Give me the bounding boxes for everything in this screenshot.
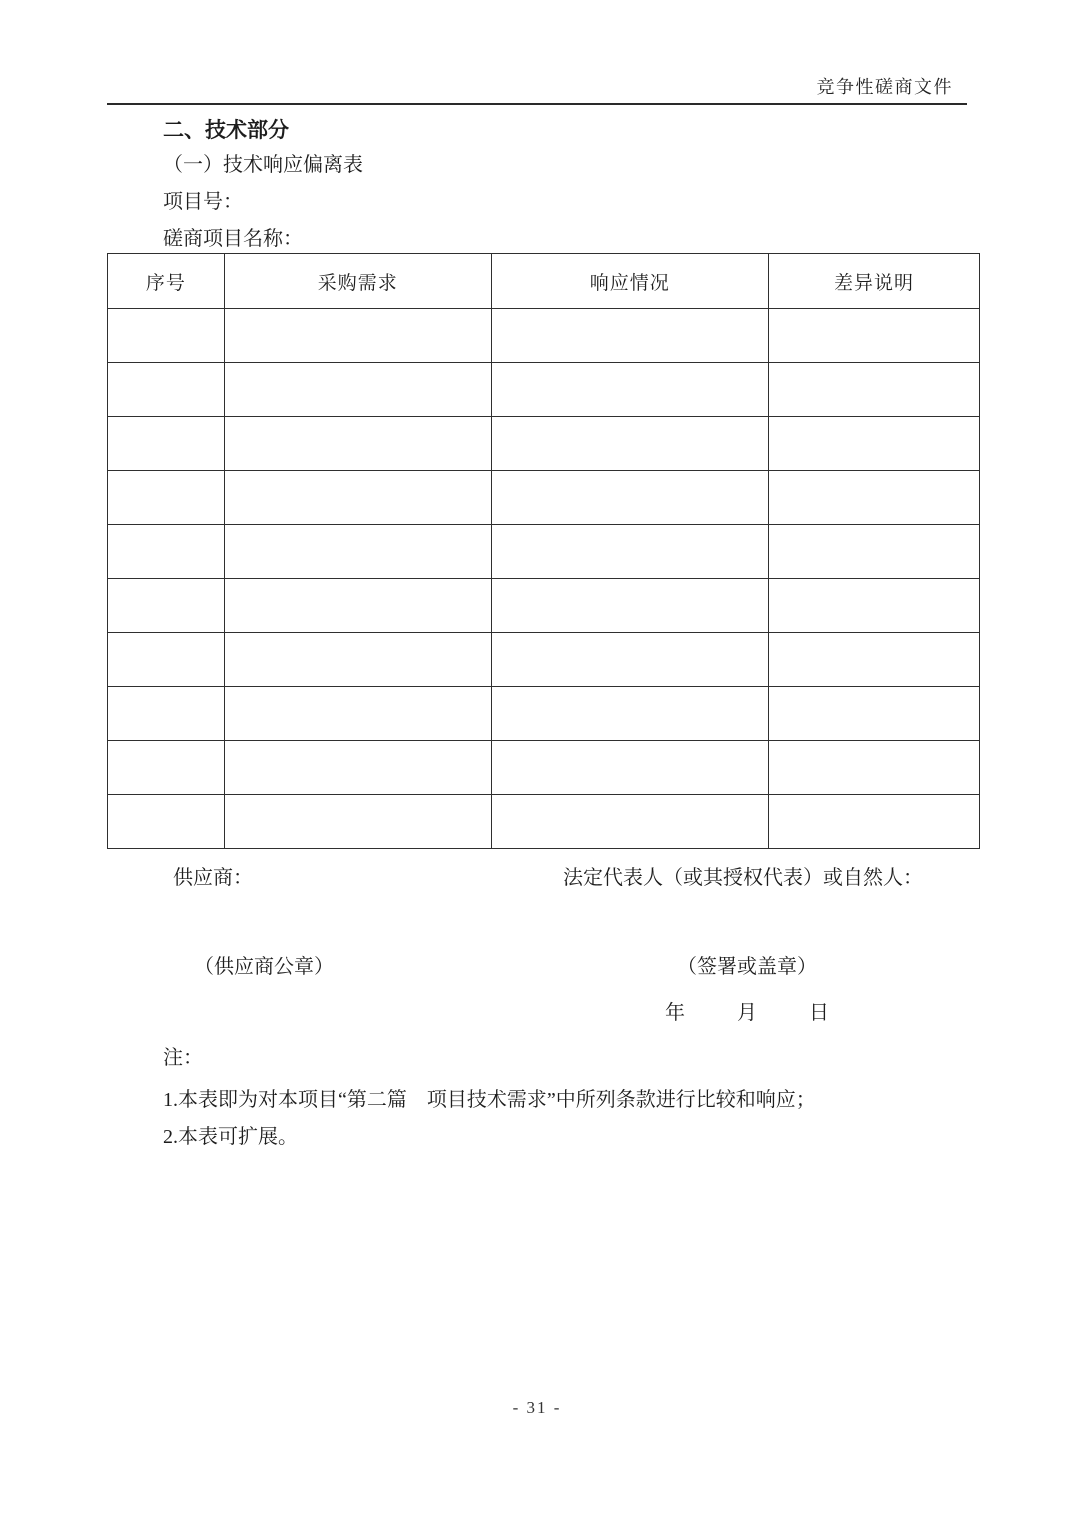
date-month-label: 月 bbox=[737, 1002, 757, 1024]
supplier-label: 供应商： bbox=[173, 867, 253, 889]
date-year-label: 年 bbox=[665, 1002, 685, 1024]
table-header bbox=[108, 254, 980, 309]
table-cell-empty bbox=[224, 309, 491, 363]
col-header-req: 采购需求 bbox=[224, 254, 491, 309]
table-row bbox=[108, 687, 980, 741]
signature-row bbox=[107, 866, 967, 890]
table-cell-empty bbox=[108, 795, 225, 849]
table-row bbox=[108, 417, 980, 471]
supplier-seal-label: （供应商公章） bbox=[194, 956, 334, 978]
note-item: 2.本表可扩展。 bbox=[163, 1126, 298, 1148]
table-cell-empty bbox=[491, 471, 768, 525]
table-cell-empty bbox=[108, 579, 225, 633]
table-cell-empty bbox=[491, 795, 768, 849]
table-cell-empty bbox=[108, 471, 225, 525]
table-cell-empty bbox=[768, 471, 979, 525]
table-cell-empty bbox=[224, 417, 491, 471]
sign-seal-label: （签署或盖章） bbox=[677, 956, 817, 978]
col-header-diff: 差异说明 bbox=[768, 254, 979, 309]
table-cell-empty bbox=[768, 687, 979, 741]
representative-label: 法定代表人（或其授权代表）或自然人： bbox=[563, 867, 923, 889]
col-header-resp: 响应情况 bbox=[491, 254, 768, 309]
table-row bbox=[108, 525, 980, 579]
table-cell-empty bbox=[768, 525, 979, 579]
table-cell-empty bbox=[491, 687, 768, 741]
section-title: 二、技术部分 bbox=[163, 118, 289, 142]
notes-title: 注： bbox=[163, 1047, 203, 1069]
table-cell-empty bbox=[768, 579, 979, 633]
table-cell-empty bbox=[108, 525, 225, 579]
seal-row bbox=[107, 955, 967, 979]
table-cell-empty bbox=[224, 687, 491, 741]
table-cell-empty bbox=[224, 633, 491, 687]
table-row bbox=[108, 633, 980, 687]
date-day-label: 日 bbox=[809, 1002, 829, 1024]
table-row bbox=[108, 795, 980, 849]
table-cell-empty bbox=[108, 633, 225, 687]
section-subtitle: （一）技术响应偏离表 bbox=[163, 154, 363, 176]
table-cell-empty bbox=[224, 579, 491, 633]
table-cell-empty bbox=[491, 633, 768, 687]
table-cell-empty bbox=[768, 741, 979, 795]
table-cell-empty bbox=[491, 525, 768, 579]
date-line bbox=[665, 1001, 829, 1025]
table-row bbox=[108, 363, 980, 417]
document-header-title: 竞争性磋商文件 bbox=[816, 77, 953, 97]
page-number: - 31 - bbox=[512, 1398, 562, 1417]
table-cell-empty bbox=[491, 741, 768, 795]
table-cell-empty bbox=[224, 741, 491, 795]
note-item: 1.本表即为对本项目“第二篇 项目技术需求”中所列条款进行比较和响应； bbox=[163, 1089, 816, 1111]
table-cell-empty bbox=[491, 579, 768, 633]
table-header-row bbox=[108, 254, 980, 309]
table-cell-empty bbox=[491, 309, 768, 363]
table-cell-empty bbox=[108, 309, 225, 363]
deviation-table bbox=[107, 253, 980, 849]
table-cell-empty bbox=[768, 633, 979, 687]
table-cell-empty bbox=[768, 795, 979, 849]
table-cell-empty bbox=[768, 363, 979, 417]
table-row bbox=[108, 579, 980, 633]
table-cell-empty bbox=[108, 687, 225, 741]
table-cell-empty bbox=[108, 417, 225, 471]
header-divider bbox=[107, 103, 967, 105]
table-row bbox=[108, 741, 980, 795]
table-cell-empty bbox=[491, 363, 768, 417]
table-cell-empty bbox=[224, 795, 491, 849]
table-cell-empty bbox=[224, 363, 491, 417]
table-cell-empty bbox=[224, 525, 491, 579]
table-cell-empty bbox=[768, 309, 979, 363]
date-row bbox=[107, 1001, 967, 1025]
col-header-seq: 序号 bbox=[108, 254, 225, 309]
table-cell-empty bbox=[224, 471, 491, 525]
project-name-label: 磋商项目名称： bbox=[163, 228, 303, 250]
table-cell-empty bbox=[108, 741, 225, 795]
table-row bbox=[108, 309, 980, 363]
table-row bbox=[108, 471, 980, 525]
table-cell-empty bbox=[491, 417, 768, 471]
project-number-label: 项目号： bbox=[163, 191, 243, 213]
table-body bbox=[108, 309, 980, 849]
table-cell-empty bbox=[768, 417, 979, 471]
table-cell-empty bbox=[108, 363, 225, 417]
